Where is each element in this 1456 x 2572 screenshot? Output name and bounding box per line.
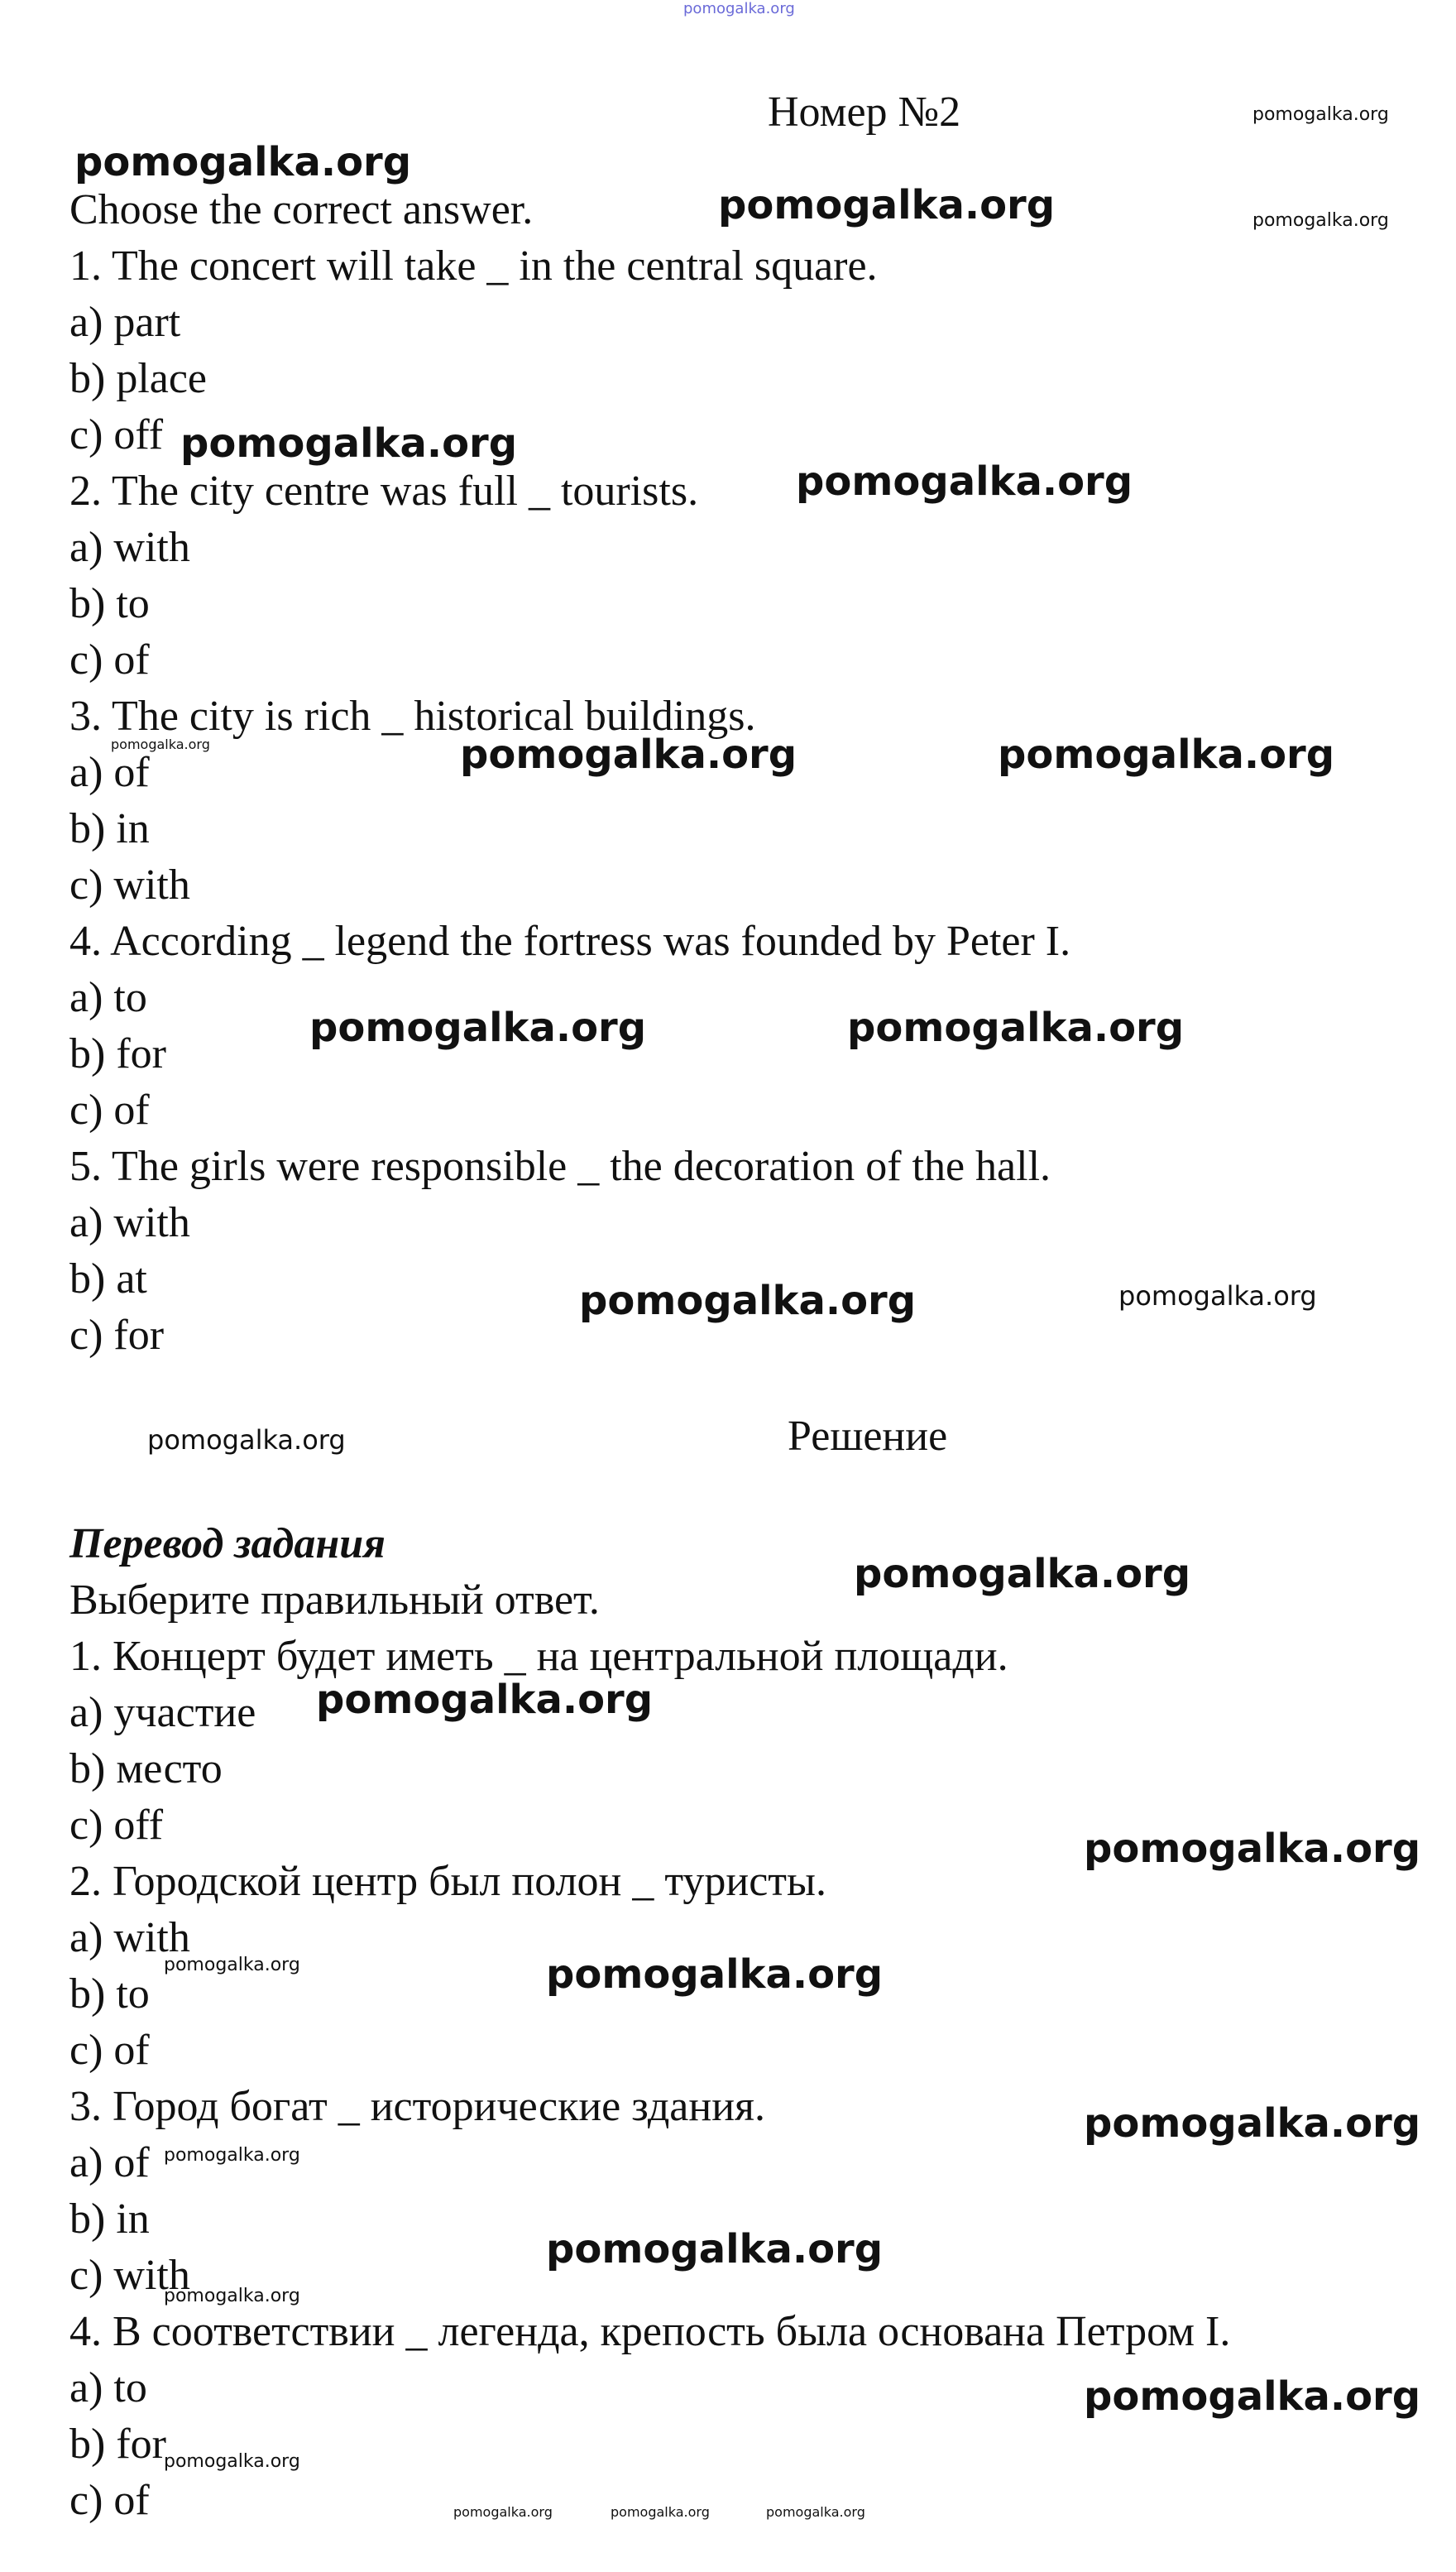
translation-line: 3. Город богат _ исторические здания. bbox=[69, 2083, 765, 2130]
watermark: pomogalka.org bbox=[546, 2226, 884, 2272]
task-line: 5. The girls were responsible _ the decoration of the hall. bbox=[69, 1143, 1051, 1190]
task-line: 2. The city centre was full _ tourists. bbox=[69, 468, 699, 515]
watermark: pomogalka.org bbox=[309, 1005, 647, 1051]
translation-line: b) место bbox=[69, 1745, 223, 1792]
watermark: pomogalka.org bbox=[1118, 1280, 1317, 1312]
task-line: b) for bbox=[69, 1030, 166, 1077]
watermark: pomogalka.org bbox=[766, 2504, 865, 2520]
watermark: pomogalka.org bbox=[611, 2504, 710, 2520]
task-line: a) of bbox=[69, 749, 150, 796]
watermark: pomogalka.org bbox=[718, 182, 1056, 228]
watermark: pomogalka.org bbox=[1084, 2100, 1421, 2147]
task-line: 3. The city is rich _ historical buildings. bbox=[69, 693, 756, 740]
translation-line: 2. Городской центр был полон _ туристы. bbox=[69, 1858, 826, 1905]
watermark: pomogalka.org bbox=[579, 1278, 917, 1324]
watermark: pomogalka.org bbox=[854, 1551, 1191, 1597]
watermark: pomogalka.org bbox=[147, 1424, 346, 1456]
translation-line: a) with bbox=[69, 1914, 190, 1961]
watermark: pomogalka.org bbox=[1252, 104, 1389, 125]
watermark: pomogalka.org bbox=[998, 732, 1335, 778]
watermark: pomogalka.org bbox=[111, 737, 210, 752]
watermark: pomogalka.org bbox=[164, 1955, 300, 1975]
watermark: pomogalka.org bbox=[164, 2286, 300, 2306]
watermark: pomogalka.org bbox=[164, 2145, 300, 2166]
task-line: b) place bbox=[69, 355, 208, 402]
watermark: pomogalka.org bbox=[1084, 1826, 1421, 1872]
watermark: pomogalka.org bbox=[316, 1677, 654, 1723]
translation-line: a) of bbox=[69, 2139, 150, 2186]
translation-instruction: Выберите правильный ответ. bbox=[69, 1576, 600, 1624]
task-line: a) to bbox=[69, 974, 147, 1021]
task-line: a) with bbox=[69, 1199, 190, 1246]
translation-line: b) in bbox=[69, 2195, 150, 2243]
task-line: b) in bbox=[69, 805, 150, 852]
translation-line: a) участие bbox=[69, 1689, 256, 1736]
translation-line: 4. В соответствии _ легенда, крепость была основана Петром I. bbox=[69, 2308, 1231, 2355]
task-line: c) off bbox=[69, 411, 164, 458]
watermark: pomogalka.org bbox=[847, 1005, 1185, 1051]
task-line: c) of bbox=[69, 1087, 150, 1134]
watermark: pomogalka.org bbox=[74, 139, 412, 185]
translation-heading: Перевод задания bbox=[69, 1520, 386, 1567]
translation-line: c) off bbox=[69, 1802, 164, 1849]
task-line: 4. According _ legend the fortress was founded by Peter I. bbox=[69, 918, 1071, 965]
solution-heading: Решение bbox=[788, 1413, 948, 1460]
watermark: pomogalka.org bbox=[180, 420, 518, 467]
watermark: pomogalka.org bbox=[1084, 2373, 1421, 2420]
task-instruction: Choose the correct answer. bbox=[69, 186, 534, 233]
task-line: c) for bbox=[69, 1312, 165, 1359]
task-line: 1. The concert will take _ in the central square. bbox=[69, 242, 878, 290]
translation-line: b) for bbox=[69, 2421, 166, 2468]
task-line: a) part bbox=[69, 299, 181, 346]
task-line: a) with bbox=[69, 524, 190, 571]
translation-line: c) of bbox=[69, 2027, 150, 2074]
watermark: pomogalka.org bbox=[164, 2451, 300, 2472]
task-line: b) to bbox=[69, 580, 150, 627]
watermark: pomogalka.org bbox=[546, 1951, 884, 1998]
translation-line: c) of bbox=[69, 2477, 150, 2524]
watermark: pomogalka.org bbox=[453, 2504, 553, 2520]
task-line: c) with bbox=[69, 861, 190, 909]
translation-line: c) with bbox=[69, 2252, 190, 2299]
translation-line: 1. Концерт будет иметь _ на центральной площади. bbox=[69, 1633, 1008, 1680]
translation-line: b) to bbox=[69, 1970, 150, 2018]
watermark: pomogalka.org bbox=[796, 458, 1133, 505]
watermark: pomogalka.org bbox=[1252, 210, 1389, 231]
watermark: pomogalka.org bbox=[460, 732, 797, 778]
task-line: b) at bbox=[69, 1255, 147, 1303]
watermark-top: pomogalka.org bbox=[683, 0, 795, 17]
task-line: c) of bbox=[69, 636, 150, 684]
page-title: Номер №2 bbox=[768, 89, 961, 136]
translation-line: a) to bbox=[69, 2364, 147, 2411]
